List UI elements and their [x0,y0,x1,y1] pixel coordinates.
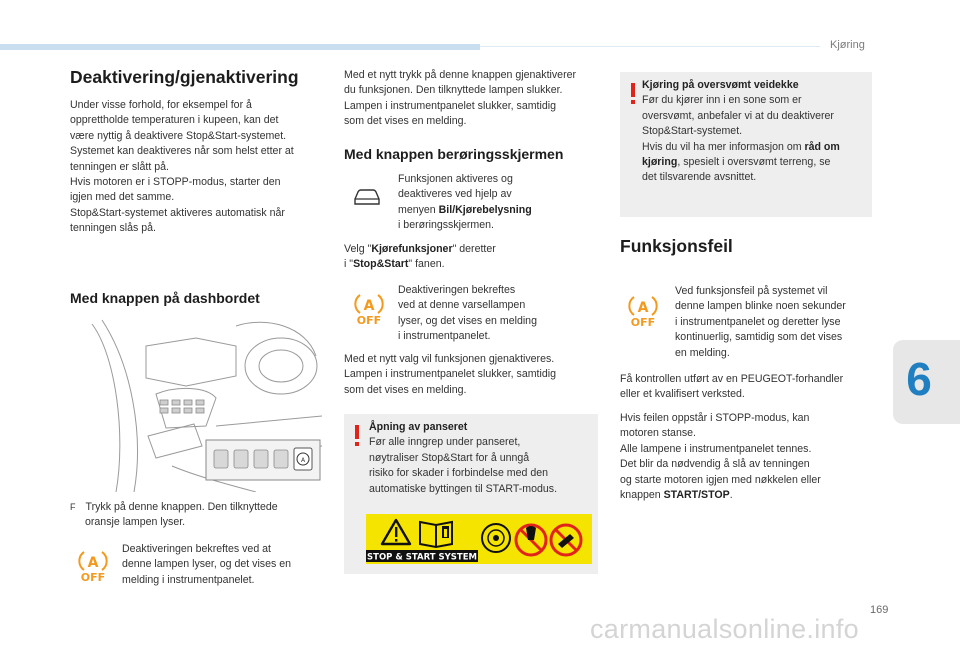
stop-start-label-strip [366,514,592,564]
select-paragraph: Velg "Kjørefunksjoner" deretter i "Stop&Start" fanen. [344,243,496,271]
reactivate-paragraph: Med et nytt trykk på denne knappen gjenaktiverer du funksjonen. Den tilknyttede lampen slukker. Lampen i instrumentpanelet slukker, samtidig som det vises en melding. [344,69,577,128]
a-off-lamp-icon-fault [624,293,662,327]
a-off-lamp-icon [74,548,112,582]
stop-mode-paragraph: Hvis feilen oppstår i STOPP-modus, kan motoren stanse. Alle lampene i instrumentpanelet tennes. Det blir da nødvendig å slå av tenningen og starte motoren igjen med nøkkelen eller knappen START/STOP. [620,412,821,502]
bonnet-warning-text: Åpning av panseret Før alle inngrep under panseret, nøytraliser Stop&Start for å unngå risiko for skader i forbindelse med den automatiske byttingen til START-modus. [369,421,558,495]
reselect-paragraph: Med et nytt valg vil funksjonen gjenaktiveres. Lampen i instrumentpanelet slukker, samtidig som det vises en melding. [344,353,556,396]
heading-touchscreen: Med knappen berøringsskjermen [344,146,564,162]
svg-text:A: A [87,555,99,571]
bullet-press-button: F Trykk på denne knappen. Den tilknyttede oransje lampen lyser. [70,501,278,529]
touch-paragraph: Funksjonen aktiveres og deaktiveres ved hjelp av menyen Bil/Kjørebelysning i berøringsskjermen. [398,173,532,232]
title-malfunction: Funksjonsfeil [620,236,733,256]
a-off-lamp-icon-touch [350,291,388,325]
chapter-number: 6 [906,353,932,405]
car-icon [352,184,382,208]
title-deactivation: Deaktivering/gjenaktivering [70,67,299,87]
header-rule [480,46,820,47]
check-paragraph: Få kontrollen utført av en PEUGEOT-forhandler eller et kvalifisert verksted. [620,373,844,401]
confirm-dashboard: Deaktiveringen bekreftes ved at denne lampen lyser, og det vises en melding i instrumentpanelet. [122,543,292,586]
svg-text:A: A [300,457,306,464]
exclamation-icon [629,83,637,105]
heading-dashboard-button: Med knappen på dashbordet [70,290,260,306]
section-label: Kjøring [830,39,865,51]
svg-text:OFF: OFF [356,314,382,325]
flood-warning-text: Kjøring på oversvømt veidekke Før du kjører inn i en sone som er oversvømt, anbefaler vi at du deaktiverer Stop&Start-systemet. Hvis du vil ha mer informasjon om råd om kjøring, spesielt i oversvømt terreng, se det tilsvarende avsnittet. [642,79,840,184]
fault-lamp-text: Ved funksjonsfeil på systemet vil denne lampen blinke noen sekunder i instrumentpanelet og deretter lyse kontinuerlig, samtidig som det vises en melding. [675,285,846,359]
svg-text:A: A [363,298,375,314]
dashboard-illustration [86,316,322,492]
intro-paragraph: Under visse forhold, for eksempel for å opprettholde temperaturen i kupeen, kan det være nyttig å deaktivere Stop&Start-systemet. Systemet kan deaktiveres når som helst etter at tenningen er slått på. Hvis motoren er i STOPP-modus, starter den igjen med det samme. Stop&Start-systemet aktiveres automatisk når tenningen slås på. [70,99,294,235]
svg-text:OFF: OFF [630,316,656,327]
watermark: carmanualsonline.info [590,614,859,644]
svg-text:STOP & START SYSTEM: STOP & START SYSTEM [367,552,477,563]
chapter-tab [893,340,960,424]
page-number: 169 [870,604,889,616]
header-bar [0,44,480,50]
svg-text:OFF: OFF [80,571,106,582]
exclamation-icon [353,425,361,447]
confirm-touch: Deaktiveringen bekreftes ved at denne varsellampen lyser, og det vises en melding i instrumentpanelet. [398,284,537,343]
svg-text:A: A [637,300,649,316]
